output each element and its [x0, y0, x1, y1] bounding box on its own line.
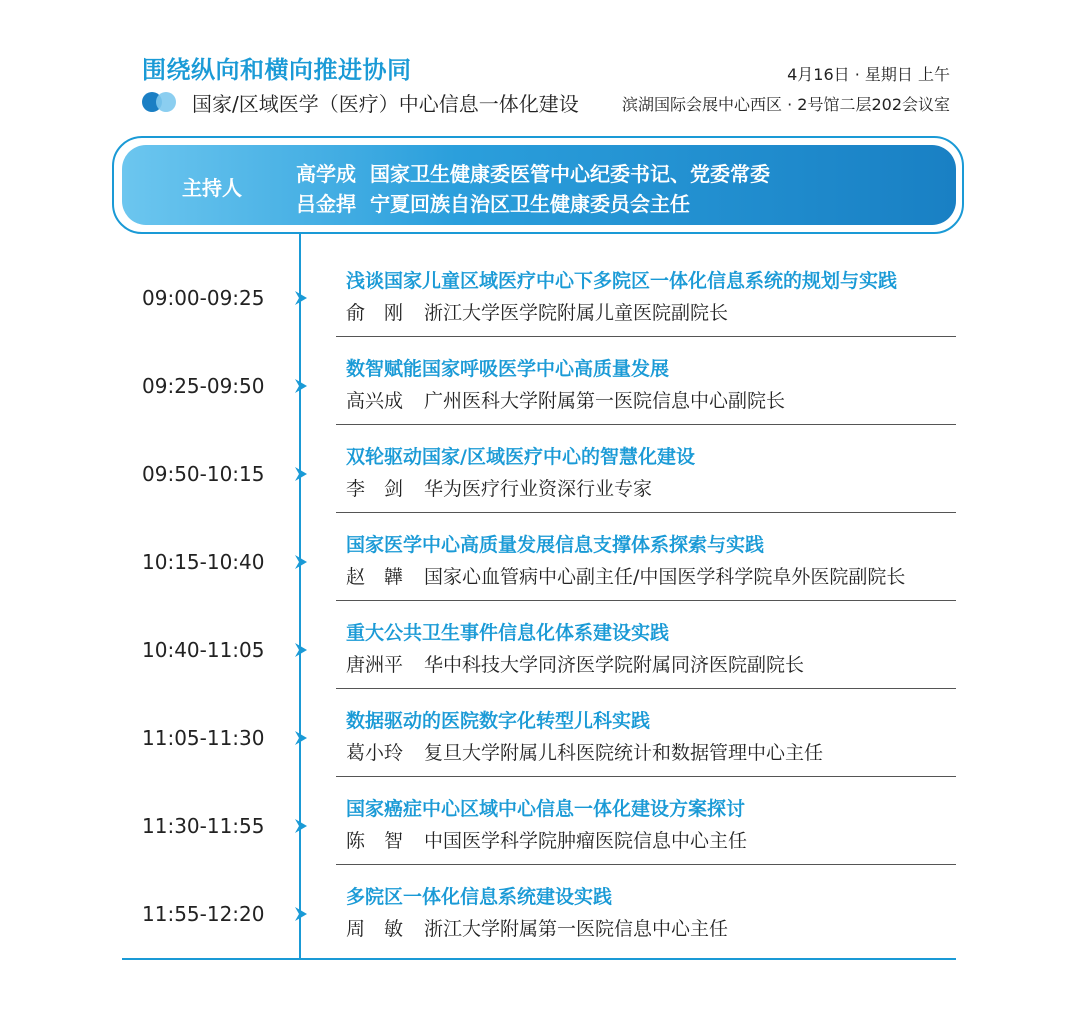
- session-speaker: [346, 386, 785, 413]
- speaker-affiliation: 浙江大学医学院附属儿童医院副院长: [424, 302, 729, 324]
- speaker-name: 周 敏: [346, 918, 404, 940]
- speaker-name: 李 剑: [346, 478, 404, 500]
- session-speaker: [346, 738, 823, 765]
- session-row: [0, 326, 1080, 414]
- chevron-right-icon: [292, 641, 310, 659]
- session-topic: 数智赋能国家呼吸医学中心高质量发展: [346, 358, 670, 380]
- session-speaker: [346, 474, 652, 501]
- host-title: 宁夏回族自治区卫生健康委员会主任: [370, 192, 690, 216]
- chevron-right-icon: [292, 905, 310, 923]
- speaker-name: 葛小玲: [346, 742, 404, 764]
- session-time: 11:55-12:20: [142, 902, 265, 926]
- host-line: [296, 158, 770, 187]
- speaker-affiliation: 复旦大学附属儿科医院统计和数据管理中心主任: [424, 742, 824, 764]
- speaker-name: 唐洲平: [346, 654, 404, 676]
- host-title: 国家卫生健康委医管中心纪委书记、党委常委: [370, 162, 770, 186]
- session-speaker: [346, 826, 747, 853]
- chevron-right-icon: [292, 553, 310, 571]
- session-time: 10:40-11:05: [142, 638, 265, 662]
- speaker-name: 高兴成: [346, 390, 404, 412]
- session-time: 10:15-10:40: [142, 550, 265, 574]
- session-row: [0, 854, 1080, 942]
- session-topic: 重大公共卫生事件信息化体系建设实践: [346, 622, 670, 644]
- session-topic: 浅谈国家儿童区域医疗中心下多院区一体化信息系统的规划与实践: [346, 270, 898, 292]
- chevron-right-icon: [292, 465, 310, 483]
- chevron-right-icon: [292, 377, 310, 395]
- speaker-affiliation: 华为医疗行业资深行业专家: [424, 478, 653, 500]
- session-time: 09:25-09:50: [142, 374, 265, 398]
- session-time: 11:30-11:55: [142, 814, 265, 838]
- session-row: [0, 502, 1080, 590]
- session-speaker: [346, 562, 905, 589]
- session-speaker: [346, 914, 728, 941]
- session-row: [0, 590, 1080, 678]
- speaker-affiliation: 广州医科大学附属第一医院信息中心副院长: [424, 390, 786, 412]
- session-time: 09:50-10:15: [142, 462, 265, 486]
- speaker-affiliation: 华中科技大学同济医学院附属同济医院副院长: [424, 654, 805, 676]
- dots-icon: [142, 92, 178, 112]
- host-name: 高学成: [296, 162, 356, 186]
- session-row: [0, 238, 1080, 326]
- speaker-affiliation: 国家心血管病中心副主任/中国医学科学院阜外医院副院长: [424, 566, 906, 588]
- speaker-name: 陈 智: [346, 830, 404, 852]
- session-topic: 国家医学中心高质量发展信息支撑体系探索与实践: [346, 534, 765, 556]
- host-name: 吕金捍: [296, 192, 356, 216]
- session-time: 11:05-11:30: [142, 726, 265, 750]
- session-speaker: [346, 650, 804, 677]
- speaker-name: 俞 刚: [346, 302, 404, 324]
- agenda-date: 4月16日 · 星期日 上午: [787, 65, 950, 84]
- session-row: [0, 766, 1080, 854]
- session-time: 09:00-09:25: [142, 286, 265, 310]
- agenda-venue: 滨湖国际会展中心西区 · 2号馆二层202会议室: [622, 95, 950, 114]
- speaker-affiliation: 浙江大学附属第一医院信息中心主任: [424, 918, 729, 940]
- session-row: [0, 414, 1080, 502]
- host-line: [296, 188, 690, 217]
- bottom-divider: [122, 958, 956, 960]
- speaker-affiliation: 中国医学科学院肿瘤医院信息中心主任: [424, 830, 748, 852]
- session-topic: 多院区一体化信息系统建设实践: [346, 886, 613, 908]
- session-topic: 双轮驱动国家/区域医疗中心的智慧化建设: [346, 446, 695, 468]
- agenda-subtitle: 国家/区域医学（医疗）中心信息一体化建设: [192, 92, 579, 116]
- speaker-name: 赵 韡: [346, 566, 404, 588]
- session-topic: 国家癌症中心区域中心信息一体化建设方案探讨: [346, 798, 746, 820]
- chevron-right-icon: [292, 729, 310, 747]
- agenda-title: 围绕纵向和横向推进协同: [142, 56, 412, 84]
- host-label: 主持人: [182, 176, 242, 200]
- chevron-right-icon: [292, 289, 310, 307]
- session-row: [0, 678, 1080, 766]
- chevron-right-icon: [292, 817, 310, 835]
- session-topic: 数据驱动的医院数字化转型儿科实践: [346, 710, 651, 732]
- session-speaker: [346, 298, 728, 325]
